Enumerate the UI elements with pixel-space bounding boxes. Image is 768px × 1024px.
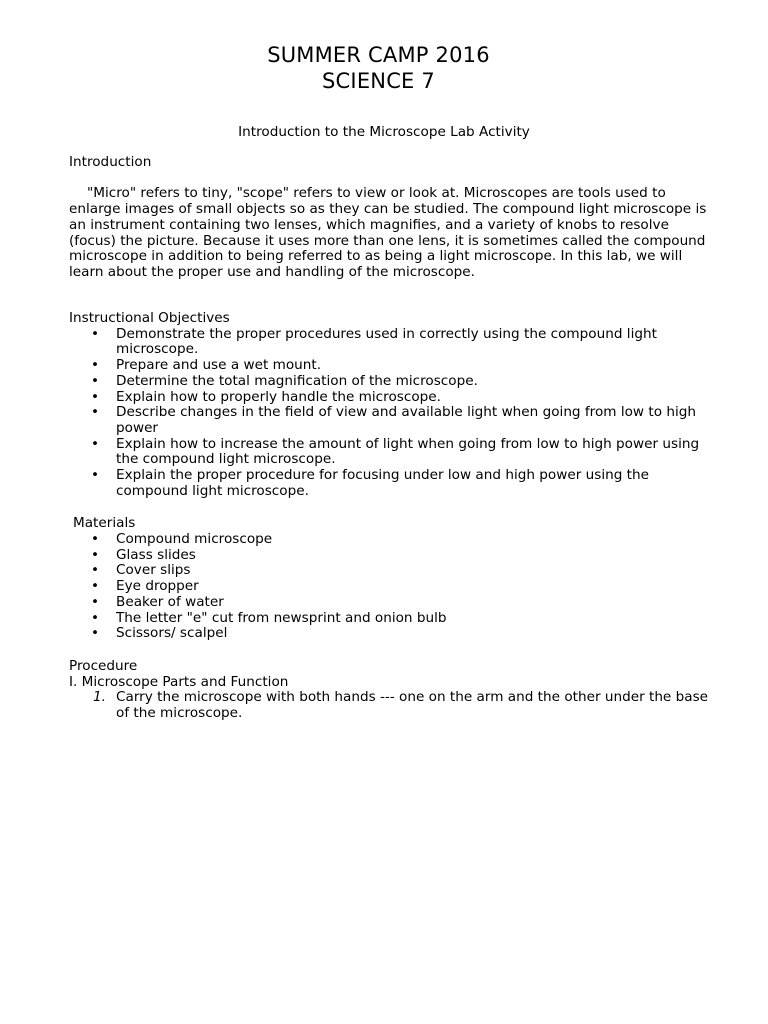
introduction-section [69,155,709,281]
materials-list-wrap [69,532,709,642]
material-text: Scissors/ scalpel [116,625,228,642]
materials-heading: Materials [73,515,136,531]
procedure-heading: Procedure [69,658,138,674]
bullet-icon: • [91,546,100,563]
list-item [69,468,709,499]
objectives-list [69,327,709,500]
list-item [69,579,709,595]
list-item [69,626,709,642]
bullet-icon: • [91,372,100,389]
list-item [69,611,709,627]
list-item [69,374,709,390]
material-text: Compound microscope [116,531,273,547]
material-text: The letter "e" cut from newsprint and onion bulb [116,609,447,626]
bullet-icon: • [91,325,100,342]
objective-text: Explain how to properly handle the microscope. [116,388,441,405]
title-line-subject: SCIENCE 7 [322,69,435,93]
list-item [69,437,709,468]
list-item [69,563,709,579]
step-text: Carry the microscope with both hands --- one on the arm and the other under the base of the microscope. [116,689,709,722]
material-text: Glass slides [116,546,196,563]
bullet-icon: • [91,404,100,421]
materials-list [69,532,709,642]
procedure-section [69,659,709,722]
objectives-section [69,311,709,499]
bullet-icon: • [91,531,100,547]
bullet-icon: • [91,609,100,626]
materials-section [73,516,713,532]
bullet-icon: • [91,388,100,405]
material-text: Beaker of water [116,593,224,610]
document-title [0,42,757,94]
objective-text: Explain how to increase the amount of light when going from low to high power using the compound light microscope. [116,435,700,468]
objective-text: Prepare and use a wet mount. [116,357,322,374]
objective-text: Demonstrate the proper procedures used in correctly using the compound light microscope. [116,325,657,358]
objective-text: Explain the proper procedure for focusing under low and high power using the compound light microscope. [116,467,649,499]
bullet-icon: • [91,357,100,374]
material-text: Eye dropper [116,578,199,595]
list-item [69,405,709,436]
step-number: 1. [93,689,106,706]
title-line-camp: SUMMER CAMP 2016 [267,43,490,67]
list-item [69,548,709,564]
list-item [69,390,709,406]
list-item [69,690,709,721]
procedure-subheading: I. Microscope Parts and Function [69,673,289,690]
introduction-heading: Introduction [69,154,152,170]
objectives-heading: Instructional Objectives [69,310,230,326]
material-text: Cover slips [116,562,191,579]
list-item [69,327,709,358]
bullet-icon: • [91,625,100,642]
bullet-icon: • [91,562,100,579]
introduction-paragraph: "Micro" refers to tiny, "scope" refers to view or look at. Microscopes are tools used to enlarge images of small objects so as they can be studied. The compound light microscope is an instrument containing two lenses, which magnifies, and a variety of knobs to resolve (focus) the picture. Because it uses more than one lens, it is sometimes called the compound microscope in addition to being referred to as being a light microscope. In this lab, we will learn about the proper use and handling of the microscope. [69,185,707,280]
objective-text: Determine the total magnification of the microscope. [116,372,478,389]
activity-subtitle: Introduction to the Microscope Lab Activity [238,124,530,140]
bullet-icon: • [91,578,100,595]
bullet-icon: • [91,435,100,452]
list-item [69,358,709,374]
bullet-icon: • [91,593,100,610]
list-item [69,595,709,611]
procedure-steps [69,690,709,721]
list-item [69,532,709,548]
objective-text: Describe changes in the field of view and available light when going from low to high power [116,404,696,436]
bullet-icon: • [91,467,100,484]
